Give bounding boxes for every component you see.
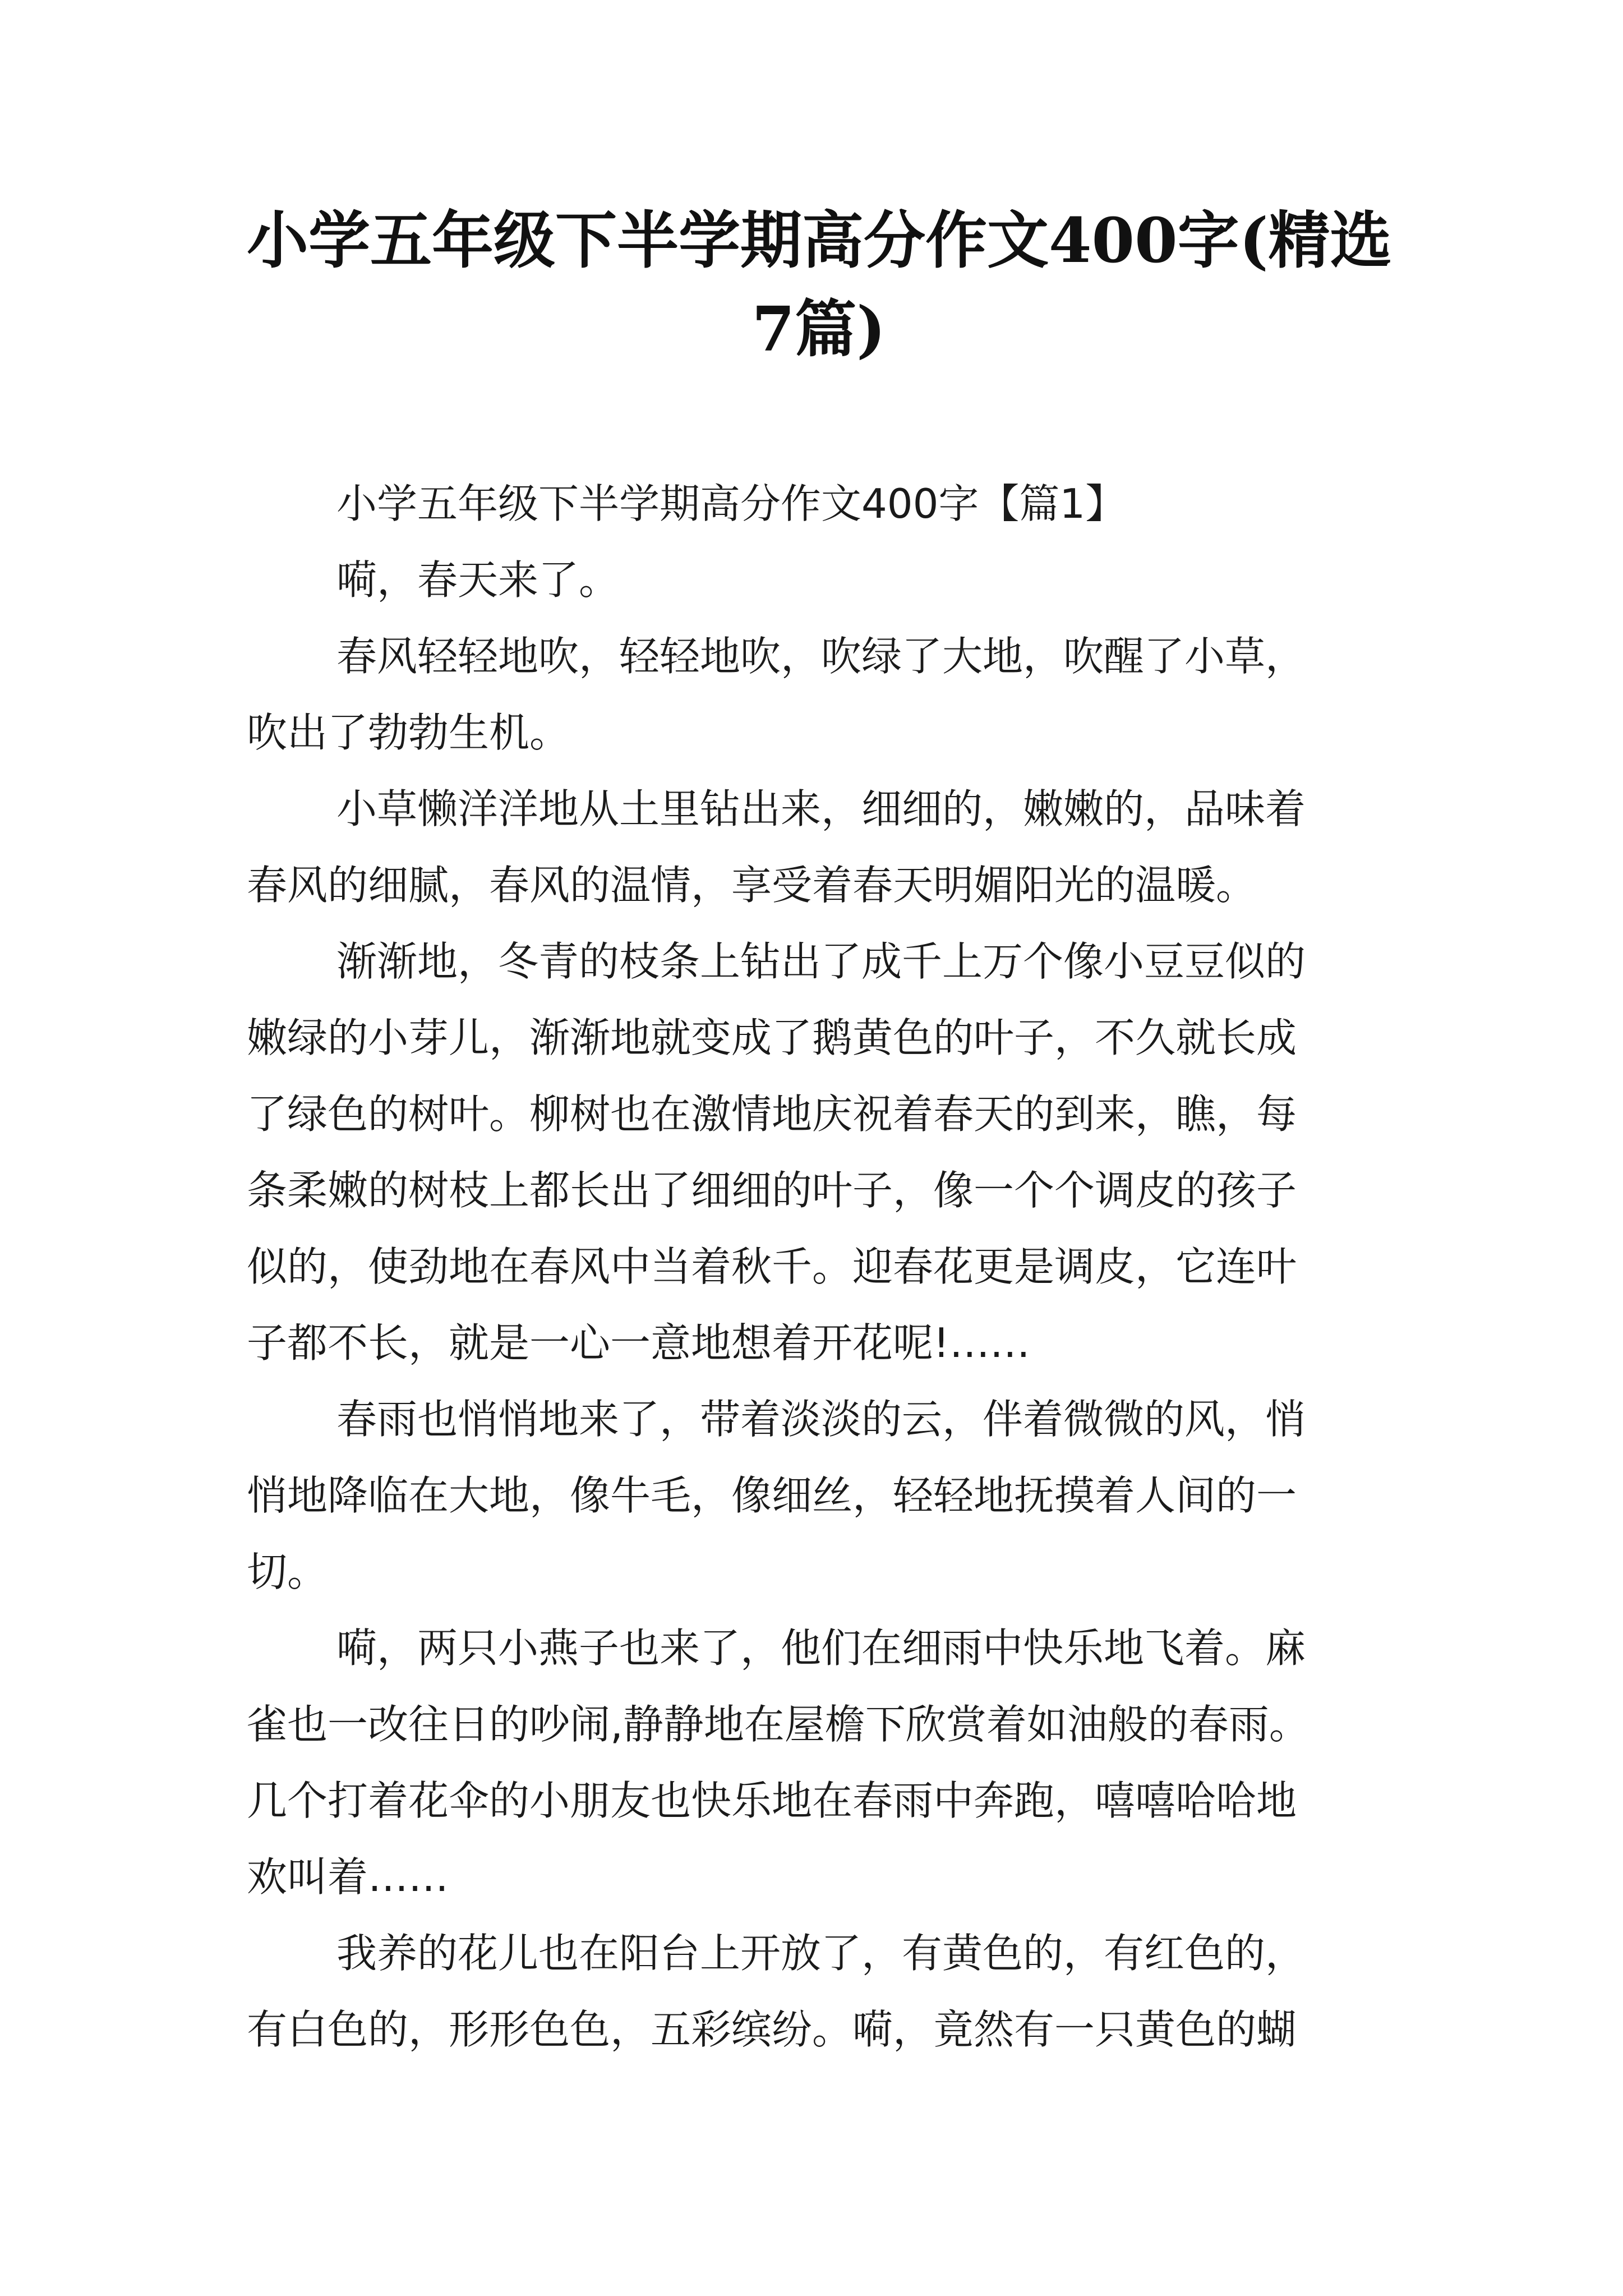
- text-line: 切。: [247, 1548, 328, 1595]
- title-line-2: 7篇): [751, 293, 886, 365]
- text-line: 春雨也悄悄地来了，带着淡淡的云，伴着微微的风，悄: [336, 1396, 1306, 1443]
- text-line: 几个打着花伞的小朋友也快乐地在春雨中奔跑，嘻嘻哈哈地: [247, 1777, 1297, 1824]
- document-title: [247, 196, 1391, 374]
- text-line: 似的，使劲地在春风中当着秋千。迎春花更是调皮，它连叶: [247, 1243, 1297, 1290]
- text-line: 欢叫着……: [247, 1853, 449, 1901]
- text-line: 渐渐地，冬青的枝条上钻出了成千上万个像小豆豆似的: [336, 938, 1306, 985]
- text-line: 小草懒洋洋地从土里钻出来，细细的，嫩嫩的，品味着: [336, 785, 1306, 832]
- text-line: 子都不长，就是一心一意地想着开花呢!……: [247, 1319, 1030, 1366]
- text-line: 吹出了勃勃生机。: [247, 709, 570, 756]
- text-line: 小学五年级下半学期高分作文400字【篇1】: [336, 480, 1126, 527]
- text-line: 有白色的，形形色色，五彩缤纷。嗬，竟然有一只黄色的蝴: [247, 2006, 1297, 2053]
- text-line: 悄地降临在大地，像牛毛，像细丝，轻轻地抚摸着人间的一: [247, 1472, 1297, 1519]
- document-body: [247, 466, 1391, 2068]
- title-line-1: 小学五年级下半学期高分作文400字(精选: [247, 204, 1392, 277]
- text-line: 嗬，两只小燕子也来了，他们在细雨中快乐地飞着。麻: [336, 1625, 1306, 1672]
- text-line: 了绿色的树叶。柳树也在激情地庆祝着春天的到来，瞧，每: [247, 1091, 1297, 1138]
- text-line: 条柔嫩的树枝上都长出了细细的叶子，像一个个调皮的孩子: [247, 1167, 1297, 1214]
- text-line: 春风的细腻，春风的温情，享受着春天明媚阳光的温暖。: [247, 862, 1257, 909]
- text-line: 春风轻轻地吹，轻轻地吹，吹绿了大地，吹醒了小草，: [336, 633, 1306, 680]
- text-line: 嗬，春天来了。: [336, 556, 620, 604]
- text-line: 我养的花儿也在阳台上开放了，有黄色的，有红色的，: [336, 1930, 1306, 1977]
- text-line: 雀也一改往日的吵闹,静静地在屋檐下欣赏着如油般的春雨。: [247, 1701, 1310, 1748]
- text-line: 嫩绿的小芽儿，渐渐地就变成了鹅黄色的叶子，不久就长成: [247, 1014, 1297, 1061]
